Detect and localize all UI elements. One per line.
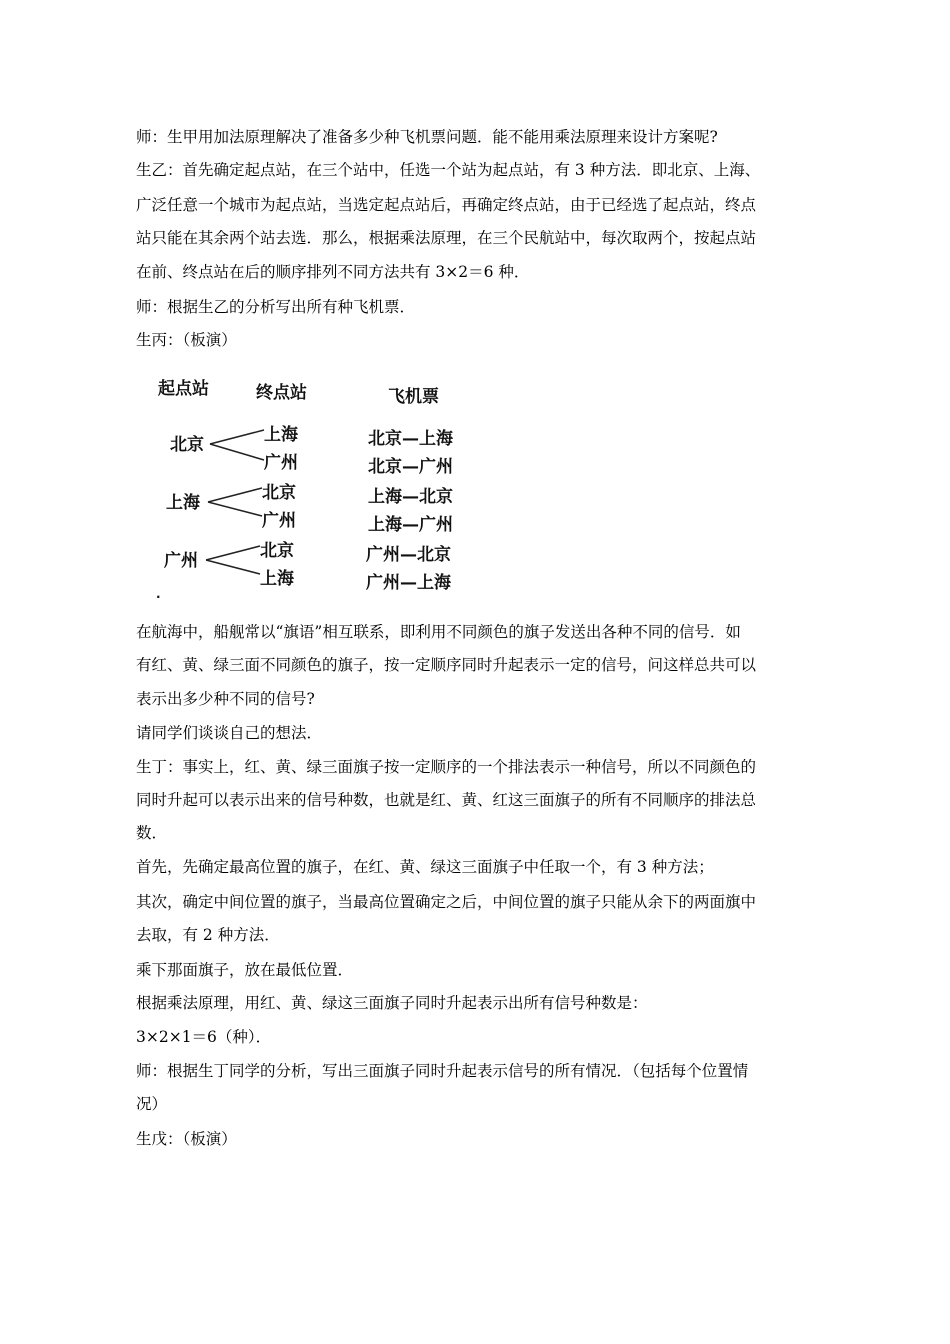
paragraph: 站只能在其余两个站去选．那么，根据乘法原理，在三个民航站中，每次取两个，按起点站 [136,229,757,247]
ticket-label: 广州—北京 [366,545,451,565]
end-station-label: 上海 [260,569,294,589]
paragraph: 3×2×1＝6（种）． [136,1028,272,1046]
paragraph: 其次，确定中间位置的旗子，当最高位置确定之后，中间位置的旗子只能从余下的两面旗中 [136,893,757,911]
figure-footnote: . [156,587,161,600]
branch-line [210,444,264,460]
paragraph: 请同学们谈谈自己的想法． [136,724,323,742]
header-tickets: 飞机票 [388,387,439,407]
end-station-label: 上海 [264,425,298,445]
branch-line [208,488,262,502]
paragraph: 乘下那面旗子，放在最低位置． [136,961,354,979]
paragraph: 生乙：首先确定起点站，在三个站中，任选一个站为起点站，有 3 种方法．即北京、上海、 [136,161,761,179]
ticket-label: 北京—广州 [368,457,453,477]
end-station-label: 广州 [264,453,298,473]
paragraph: 表示出多少种不同的信号? [136,690,315,708]
ticket-label: 上海—北京 [368,487,453,507]
paragraph: 生丁：事实上，红、黄、绿三面旗子按一定顺序的一个排法表示一种信号，所以不同颜色的 [136,758,757,776]
paragraph: 同时升起可以表示出来的信号种数，也就是红、黄、红这三面旗子的所有不同顺序的排法总 [136,791,757,809]
end-station-label: 北京 [262,483,296,503]
paragraph: 师：根据生乙的分析写出所有种飞机票． [136,298,416,316]
ticket-label: 北京—上海 [368,429,453,449]
paragraph: 根据乘法原理，用红、黄、绿这三面旗子同时升起表示出所有信号种数是： [136,994,648,1012]
header-end-station: 终点站 [256,383,307,403]
ticket-label: 上海—广州 [368,515,453,535]
branch-line [210,430,264,444]
end-station-label: 广州 [262,511,296,531]
start-station-label: 北京 [170,435,204,455]
ticket-label: 广州—上海 [366,573,451,593]
start-station-label: 广州 [164,551,198,571]
paragraph: 师：根据生丁同学的分析，写出三面旗子同时升起表示信号的所有情况．（包括每个位置情 [136,1062,749,1080]
end-station-label: 北京 [260,541,294,561]
start-station-label: 上海 [166,493,200,513]
branch-line [208,502,262,516]
paragraph: 生丙：（板演） [136,331,237,349]
paragraph: 生戊：（板演） [136,1130,237,1148]
header-start-station: 起点站 [158,379,209,399]
paragraph: 首先，先确定最高位置的旗子，在红、黄、绿这三面旗子中任取一个，有 3 种方法； [136,858,714,876]
paragraph: 数． [136,824,168,842]
paragraph: 去取，有 2 种方法． [136,926,280,944]
paragraph: 有红、黄、绿三面不同颜色的旗子，按一定顺序同时升起表示一定的信号，问这样总共可以 [136,656,757,674]
branch-line [206,560,260,574]
paragraph: 在前、终点站在后的顺序排列不同方法共有 3×2＝6 种． [136,263,530,281]
branch-line [206,546,260,560]
paragraph: 广泛任意一个城市为起点站，当选定起点站后，再确定终点站，由于已经选了起点站，终点 [136,196,757,214]
paragraph: 师：生甲用加法原理解决了准备多少种飞机票问题．能不能用乘法原理来设计方案呢? [136,128,718,146]
paragraph: 在航海中，船舰常以“旗语”相互联系，即利用不同颜色的旗子发送出各种不同的信号．如 [136,623,741,641]
flight-ticket-tree-diagram [152,372,472,600]
paragraph: 况） [136,1095,168,1113]
